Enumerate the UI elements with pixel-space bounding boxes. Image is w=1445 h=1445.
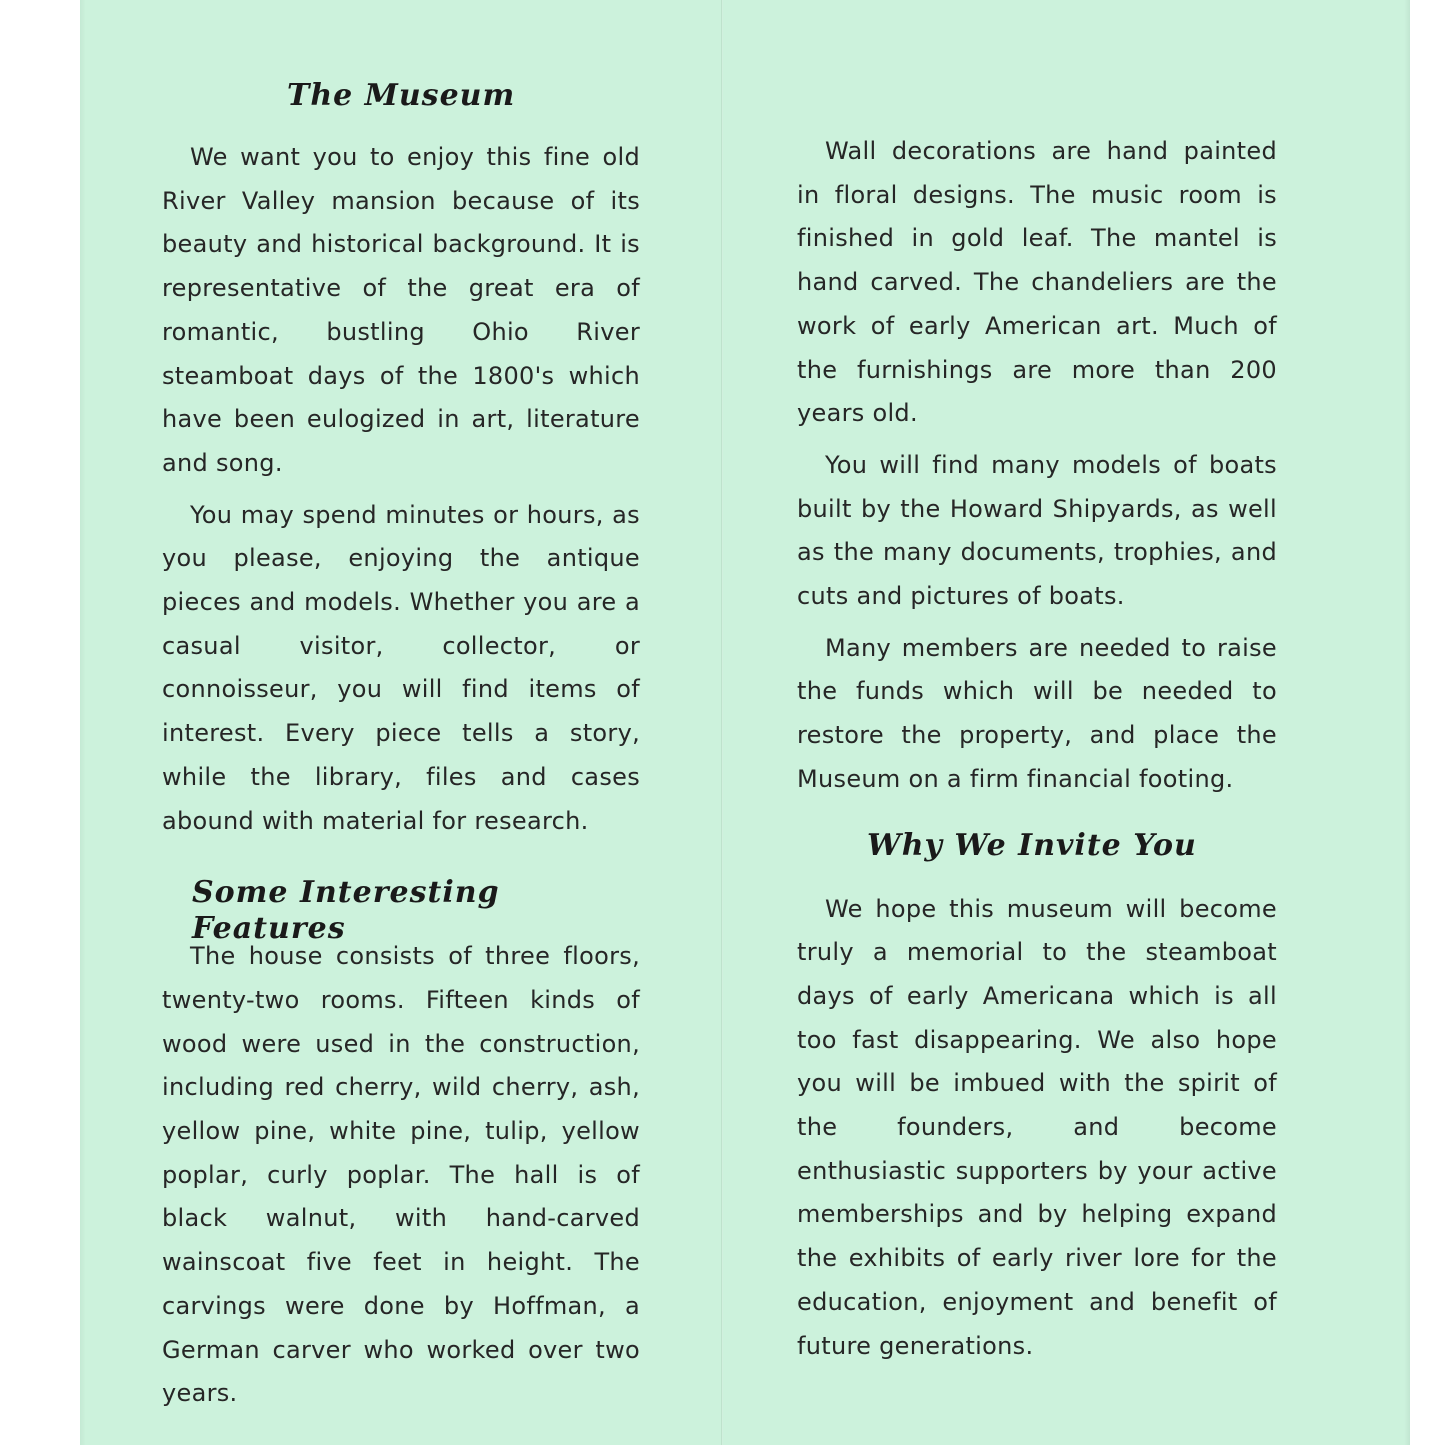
fold-crease <box>721 0 723 1445</box>
heading-interesting-features: Some Interesting Features <box>192 875 500 947</box>
right-column <box>797 130 1277 1376</box>
features-paragraph-1: The house consists of three floors, twenty-two rooms. Fifteen kinds of wood were used in the construction, including red cherry, wild cherry, ash, yellow pine, white pine, tulip, yellow poplar, curly poplar. The hall is of black walnut, with hand-carved wainscoat five feet in height. The carvings were done by Hoffman, a German carver who worked over two years. <box>162 942 640 1408</box>
brochure-sheet <box>80 0 1410 1445</box>
museum-paragraph-1: We want you to enjoy this fine old River Valley mansion because of its beauty and historical background. It is representative of the great era of romantic, bustling Ohio River steamboat days of the 1800's which have been eulogized in art, literature and song. <box>162 143 640 477</box>
members-paragraph: Many members are needed to raise the funds which will be needed to restore the property, and place the Museum on a firm financial footing. <box>797 633 1277 793</box>
boat-models-paragraph: You will find many models of boats built by the Howard Shipyards, as well as the many documents, trophies, and cuts and pictures of boats. <box>797 450 1277 611</box>
heading-the-museum: The Museum <box>287 78 516 113</box>
left-column <box>162 70 640 1424</box>
museum-paragraph-2: You may spend minutes or hours, as you please, enjoying the antique pieces and models. Whether you are a casual visitor, collector, or connoisseur, you will find items of interest. Every piece tells a story, while the library, files and cases abound with material for research. <box>162 500 640 835</box>
invite-paragraph-1: We hope this museum will become truly a memorial to the steamboat days of early Americana which is all too fast disappearing. We also hope you will be imbued with the spirit of the founders, and become enthusiastic supporters by your active memberships and by helping expand the exhibits of early river lore for the education, enjoyment and benefit of future generations. <box>797 894 1277 1360</box>
heading-why-we-invite-you: Why We Invite You <box>867 827 1197 863</box>
decorations-paragraph: Wall decorations are hand painted in floral designs. The music room is finished in gold leaf. The mantel is hand carved. The chandeliers are the work of early American art. Much of the furnishings are more than 200 years old. <box>797 137 1277 428</box>
